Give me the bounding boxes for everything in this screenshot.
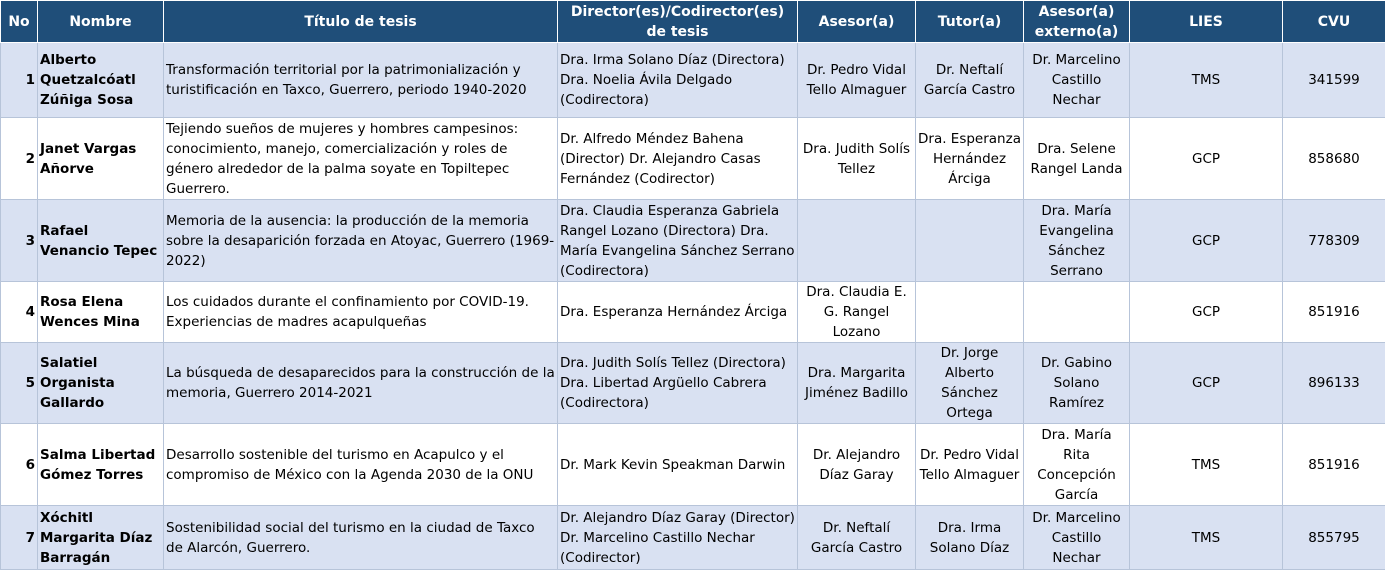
cell-asesor: Dr. Neftalí García Castro — [798, 506, 916, 570]
cell-cvu: 855795 — [1283, 506, 1385, 570]
cell-no: 6 — [1, 424, 38, 506]
cell-director: Dr. Alfredo Méndez Bahena (Director) Dr. Alejandro Casas Fernández (Codirector) — [558, 118, 798, 200]
table-row — [1, 343, 1385, 424]
table-row — [1, 43, 1385, 118]
cell-tutor: Dr. Jorge Alberto Sánchez Ortega — [916, 343, 1024, 424]
cell-name: Xóchitl Margarita Díaz Barragán — [38, 506, 164, 570]
cell-no: 5 — [1, 343, 38, 424]
cell-name: Rafael Venancio Tepec — [38, 200, 164, 282]
cell-title: Desarrollo sostenible del turismo en Acapulco y el compromiso de México con la Agenda 2030 de la ONU — [164, 424, 558, 506]
cell-no: 2 — [1, 118, 38, 200]
table-row — [1, 118, 1385, 200]
cell-asesor-externo: Dra. Selene Rangel Landa — [1024, 118, 1130, 200]
cell-cvu: 851916 — [1283, 282, 1385, 343]
cell-no: 1 — [1, 43, 38, 118]
cell-name: Salma Libertad Gómez Torres — [38, 424, 164, 506]
header-tutor: Tutor(a) — [916, 1, 1024, 43]
cell-cvu: 341599 — [1283, 43, 1385, 118]
cell-no: 3 — [1, 200, 38, 282]
cell-lies: GCP — [1130, 343, 1283, 424]
cell-cvu: 858680 — [1283, 118, 1385, 200]
cell-title: La búsqueda de desaparecidos para la construcción de la memoria, Guerrero 2014-2021 — [164, 343, 558, 424]
cell-cvu: 778309 — [1283, 200, 1385, 282]
cell-tutor: Dr. Neftalí García Castro — [916, 43, 1024, 118]
header-asesor-externo: Asesor(a) externo(a) — [1024, 1, 1130, 43]
cell-lies: GCP — [1130, 282, 1283, 343]
cell-no: 7 — [1, 506, 38, 570]
header-no: No — [1, 1, 38, 43]
table-row — [1, 200, 1385, 282]
cell-name: Janet Vargas Añorve — [38, 118, 164, 200]
cell-title: Transformación territorial por la patrimonialización y turistificación en Taxco, Guerrero, periodo 1940-2020 — [164, 43, 558, 118]
header-row — [1, 1, 1385, 43]
cell-asesor-externo: Dr. Gabino Solano Ramírez — [1024, 343, 1130, 424]
cell-lies: TMS — [1130, 506, 1283, 570]
cell-title: Sostenibilidad social del turismo en la ciudad de Taxco de Alarcón, Guerrero. — [164, 506, 558, 570]
cell-asesor-externo: Dra. María Evangelina Sánchez Serrano — [1024, 200, 1130, 282]
cell-cvu: 896133 — [1283, 343, 1385, 424]
cell-director: Dr. Alejandro Díaz Garay (Director) Dr. Marcelino Castillo Nechar (Codirector) — [558, 506, 798, 570]
cell-lies: GCP — [1130, 118, 1283, 200]
cell-asesor: Dr. Pedro Vidal Tello Almaguer — [798, 43, 916, 118]
cell-director: Dra. Judith Solís Tellez (Directora) Dra. Libertad Argüello Cabrera (Codirectora) — [558, 343, 798, 424]
cell-asesor-externo: Dr. Marcelino Castillo Nechar — [1024, 506, 1130, 570]
cell-asesor: Dra. Margarita Jiménez Badillo — [798, 343, 916, 424]
cell-asesor: Dra. Judith Solís Tellez — [798, 118, 916, 200]
cell-asesor: Dra. Claudia E. G. Rangel Lozano — [798, 282, 916, 343]
cell-director: Dr. Mark Kevin Speakman Darwin — [558, 424, 798, 506]
cell-director: Dra. Esperanza Hernández Árciga — [558, 282, 798, 343]
table-row — [1, 282, 1385, 343]
cell-name: Alberto Quetzalcóatl Zúñiga Sosa — [38, 43, 164, 118]
header-cvu: CVU — [1283, 1, 1385, 43]
cell-no: 4 — [1, 282, 38, 343]
cell-title: Tejiendo sueños de mujeres y hombres campesinos: conocimiento, manejo, comercialización y roles de género alrededor de la palma soyate en Topiltepec Guerrero. — [164, 118, 558, 200]
cell-name: Rosa Elena Wences Mina — [38, 282, 164, 343]
header-nombre: Nombre — [38, 1, 164, 43]
cell-asesor-externo: Dr. Marcelino Castillo Nechar — [1024, 43, 1130, 118]
cell-title: Memoria de la ausencia: la producción de la memoria sobre la desaparición forzada en Atoyac, Guerrero (1969-2022) — [164, 200, 558, 282]
header-titulo: Título de tesis — [164, 1, 558, 43]
header-director: Director(es)/Codirector(es) de tesis — [558, 1, 798, 43]
cell-director: Dra. Irma Solano Díaz (Directora) Dra. Noelia Ávila Delgado (Codirectora) — [558, 43, 798, 118]
cell-cvu: 851916 — [1283, 424, 1385, 506]
table-row — [1, 506, 1385, 570]
cell-tutor — [916, 200, 1024, 282]
cell-tutor: Dr. Pedro Vidal Tello Almaguer — [916, 424, 1024, 506]
cell-asesor — [798, 200, 916, 282]
cell-tutor: Dra. Irma Solano Díaz — [916, 506, 1024, 570]
table-row — [1, 424, 1385, 506]
cell-title: Los cuidados durante el confinamiento por COVID-19. Experiencias de madres acapulqueñas — [164, 282, 558, 343]
cell-tutor — [916, 282, 1024, 343]
header-lies: LIES — [1130, 1, 1283, 43]
cell-lies: GCP — [1130, 200, 1283, 282]
header-asesor: Asesor(a) — [798, 1, 916, 43]
cell-asesor: Dr. Alejandro Díaz Garay — [798, 424, 916, 506]
cell-lies: TMS — [1130, 43, 1283, 118]
cell-tutor: Dra. Esperanza Hernández Árciga — [916, 118, 1024, 200]
cell-lies: TMS — [1130, 424, 1283, 506]
cell-asesor-externo: Dra. María Rita Concepción García — [1024, 424, 1130, 506]
cell-asesor-externo — [1024, 282, 1130, 343]
cell-director: Dra. Claudia Esperanza Gabriela Rangel Lozano (Directora) Dra. María Evangelina Sánchez Serrano (Codirectora) — [558, 200, 798, 282]
cell-name: Salatiel Organista Gallardo — [38, 343, 164, 424]
